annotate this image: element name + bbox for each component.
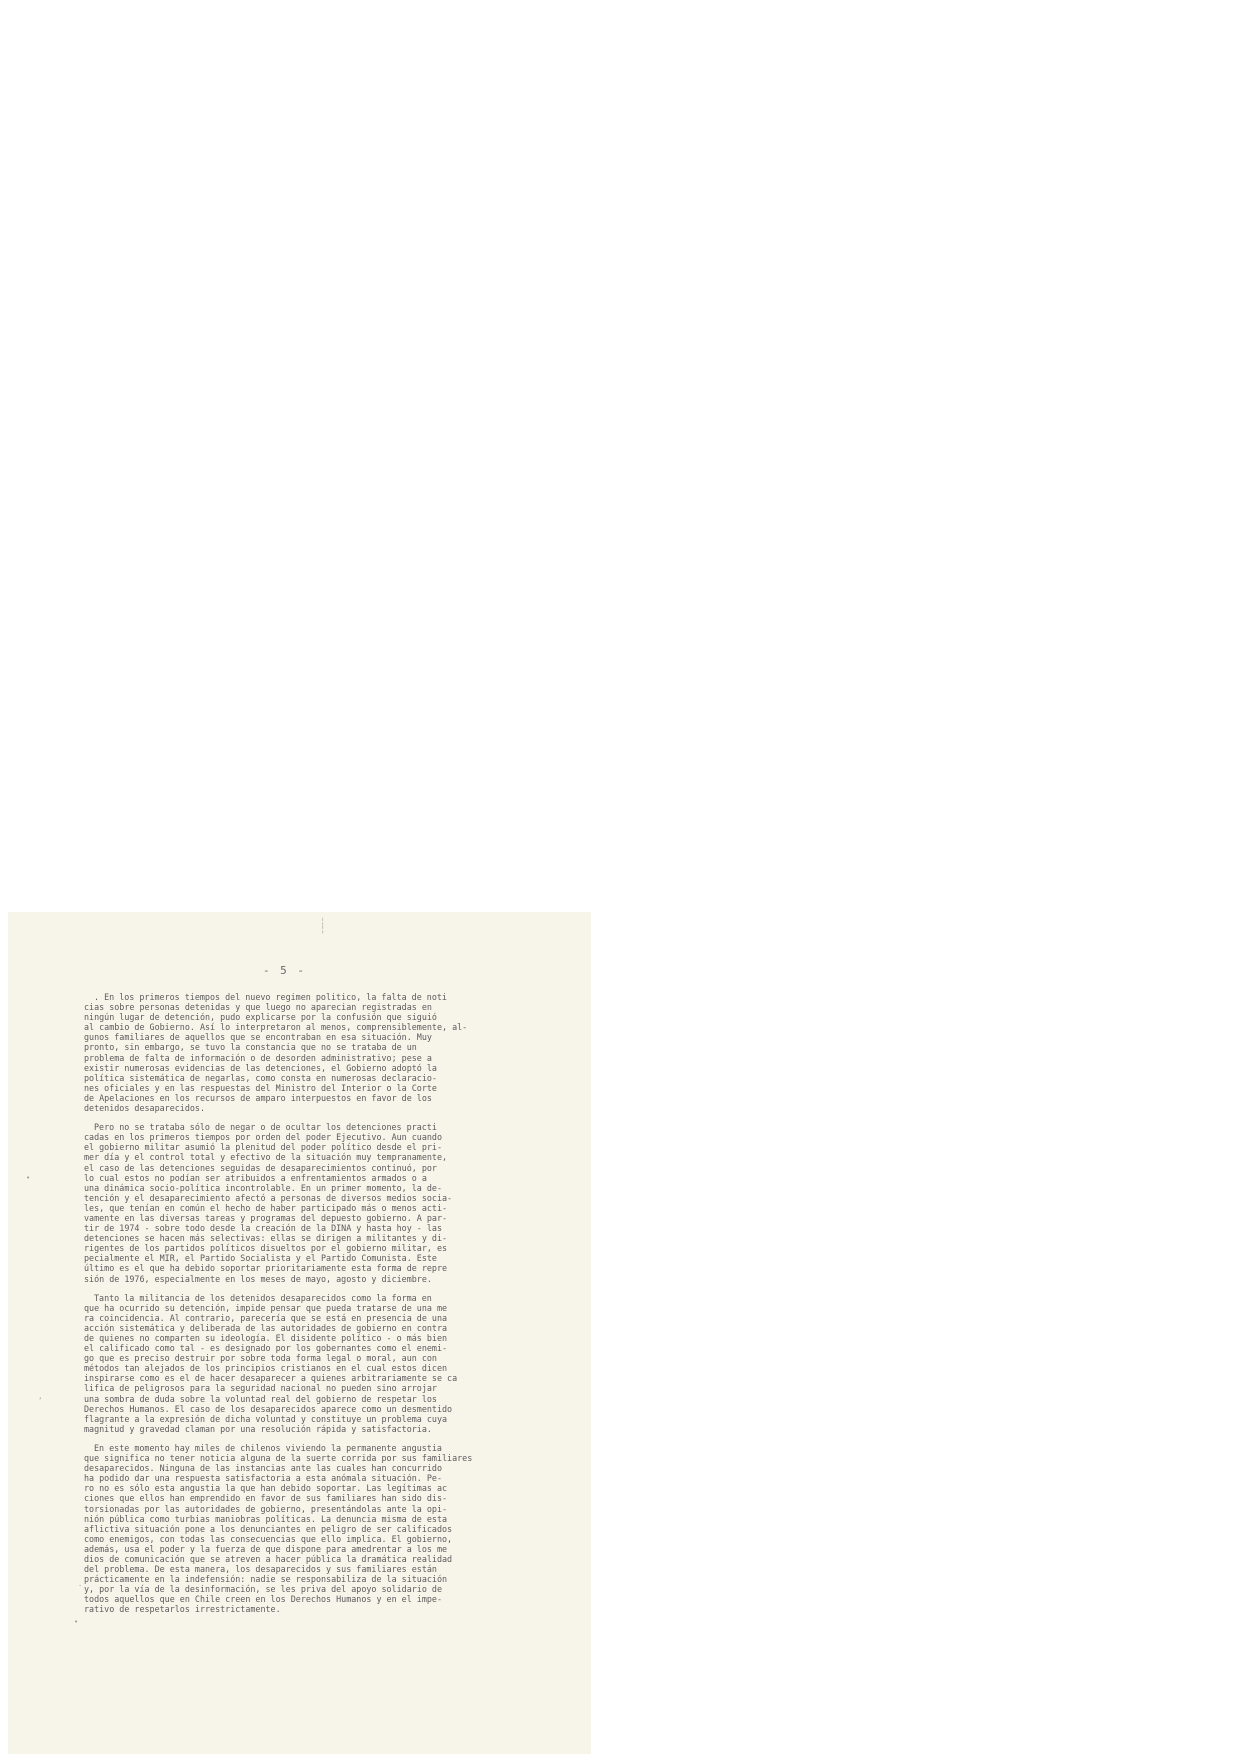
page-number: - 5 -	[262, 964, 307, 977]
paragraph-4: En este momento hay miles de chilenos viviendo la permanente angustia que significa no tener noticia alguna de la suerte corrida por sus familiares desaparecidos. Ninguna de las instancias ante las cuales han concurrido ha podido dar una respuesta satisfactoria a esta anómala situación. Pe- ro no es sólo esta angustia la que han debido soportar. Las legítimas ac ciones que ellos han emprendido en favor de sus familiares han sido dis- torsionadas por las autoridades de gobierno, presentándolas ante la opi- nión pública como turbias maniobras políticas. La denuncia misma de esta aflictiva situación pone a los denunciantes en peligro de ser calificados como enemigos, con todas las consecuencias que ello implica. El gobierno, además, usa el poder y la fuerza de que dispone para amedrentar a los me dios de comunicación que se atreven a hacer pública la dramática realidad del problema. De esta manera, los desaparecidos y sus familiares están prácticamente en la indefensión: nadie se responsabiliza de la situación y, por la vía de la desinformación, se les priva del apoyo solidario de todos aquellos que en Chile creen en los Derechos Humanos y en el impe- rativo de respetarlos irrestrictamente.	[84, 1442, 473, 1615]
paragraph-1: . En los primeros tiempos del nuevo regimen politico, la falta de noti cias sobre personas detenidas y que luego no aparecian registradas en ningún lugar de detención, pudo explicarse por la confusión que siguió al cambio de Gobierno. Así lo interpretaron al menos, comprensiblemente, al- gunos familiares de aquellos que se encontraban en esa situación. Muy pronto, sin embargo, se tuvo la constancia que no se trataba de un problema de falta de información o de desorden administrativo; pese a existir numerosas evidencias de las detenciones, el Gobierno adoptó la política sistemática de negarlas, como consta en numerosas declaracio- nes oficiales y en las respuestas del Ministro del Interior o la Corte de Apelaciones en los recursos de amparo interpuestos en favor de los detenidos desaparecidos.	[84, 992, 468, 1114]
scan-speck: •	[74, 1618, 79, 1626]
staple-mark: ¦	[320, 917, 326, 927]
document-body	[84, 992, 564, 1624]
paragraph-2: Pero no se trataba sólo de negar o de ocultar los detenciones practi cadas en los primeros tiempos por orden del poder Ejecutivo. Aun cuando el gobierno militar asumió la plenitud del poder político desde el pri- mer día y el control total y efectivo de la situación muy tempranamente, el caso de las detenciones seguidas de desaparecimientos continuó, por lo cual estos no podían ser atribuidos a enfrentamientos armados o a una dinámica socio-política incontrolable. En un primer momento, la de- tención y el desaparecimiento afectó a personas de diversos medios socia- les, que tenían en común el hecho de haber participado más o menos acti- vamente en las diversas tareas y programas del depuesto gobierno. A par- tir de 1974 - sobre todo desde la creación de la DINA y hasta hoy - las detenciones se hacen más selectivas: ellas se dirigen a militantes y di- rigentes de los partidos políticos disueltos por el gobierno militar, es pecialmente el MIR, el Partido Socialista y el Partido Comunista. Este último es el que ha debido soportar prioritariamente esta forma de repre sión de 1976, especialmente en los meses de mayo, agosto y diciembre.	[84, 1122, 453, 1284]
scan-speck: •	[26, 1174, 31, 1182]
staple-mark: ¦	[320, 925, 326, 935]
paragraph-3: Tanto la militancia de los detenidos desaparecidos como la forma en que ha ocurrido su detención, impide pensar que pueda tratarse de una me ra coincidencia. Al contrario, parecería que se está en presencia de una acción sistemática y deliberada de las autoridades de gobierno en contra de quienes no comparten su ideología. El disidente político - o más bien el calificado como tal - es designado por los gobernantes como el enemi- go que es preciso destruir por sobre toda forma legal o moral, aun con métodos tan alejados de los principios cristianos en el cual estos dicen inspirarse como es el de hacer desaparecer a quienes arbitrariamente se ca lifica de peligrosos para la seguridad nacional no pueden sino arrojar una sombra de duda sobre la voluntad real del gobierno de respetar los Derechos Humanos. El caso de los desaparecidos aparece como un desmentido flagrante a la expresión de dicha voluntad y constituye un problema cuya magnitud y gravedad claman por una resolución rápida y satisfactoria.	[84, 1292, 458, 1434]
scan-speck: ·	[78, 1582, 83, 1590]
scan-speck: ʼ	[38, 1397, 43, 1405]
scanned-page	[8, 912, 591, 1754]
